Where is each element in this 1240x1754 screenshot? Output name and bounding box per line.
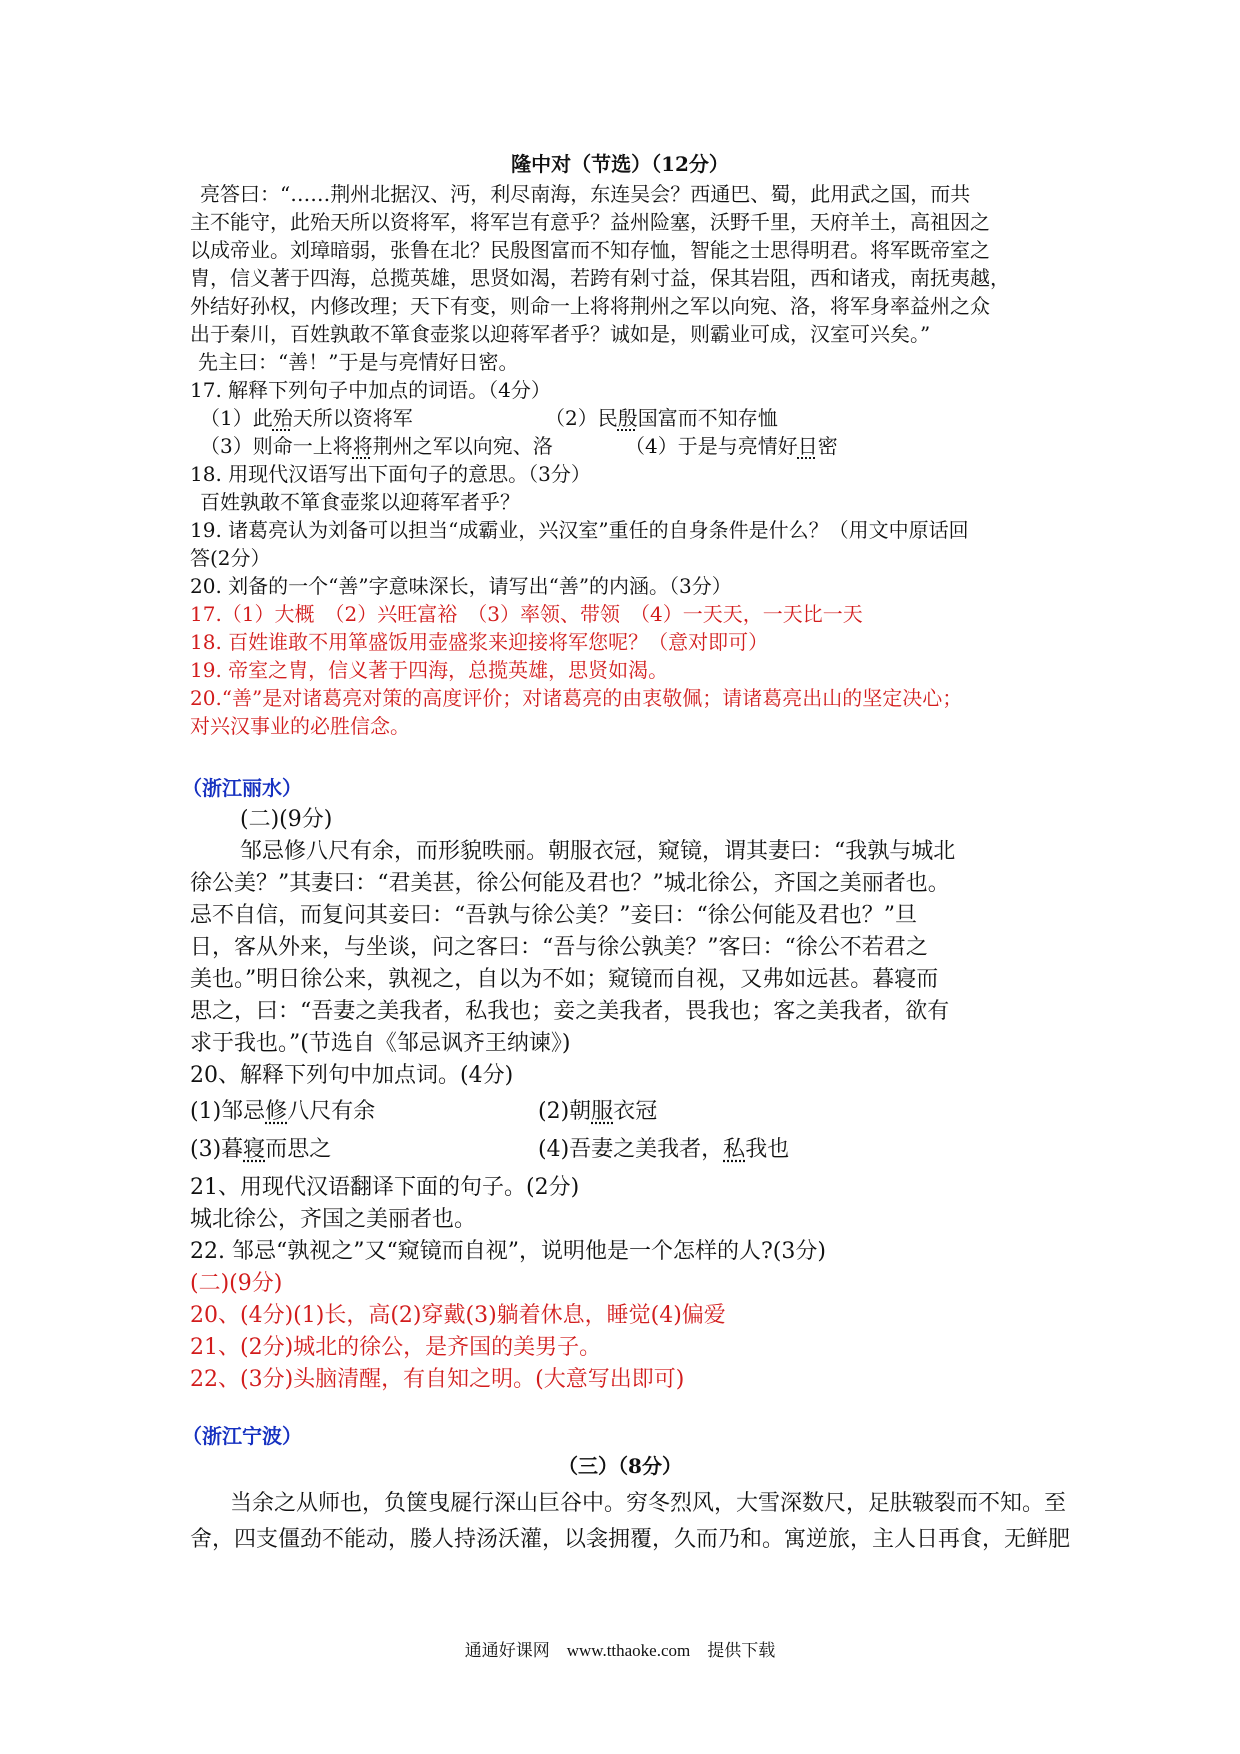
passage2-line-1: 邹忌修八尺有余，而形貌昳丽。朝服衣冠，窥镜，谓其妻曰：“我孰与城北 xyxy=(240,839,956,864)
answer-19: 19. 帝室之胄，信义著于四海，总揽英雄，思贤如渴。 xyxy=(190,658,669,682)
q20b-item-1: (1)邹忌修八尺有余 xyxy=(190,1099,376,1124)
answer-17: 17.（1）大概 （2）兴旺富裕 （3）率领、带领 （4）一天天，一天比一天 xyxy=(190,602,863,626)
dotted-word: 寝 xyxy=(243,1137,266,1162)
section1-title: 隆中对（节选）（12分） xyxy=(511,152,729,176)
answer-20-line-1: 20.“善”是对诸葛亮对策的高度评价；对诸葛亮的由衷敬佩；请诸葛亮出山的坚定决心； xyxy=(190,686,963,710)
passage2-line-4: 日，客从外来，与坐谈，问之客曰：“吾与徐公孰美？”客曰：“徐公不若君之 xyxy=(190,935,928,960)
question-17: 17. 解释下列句子中加点的词语。（4分） xyxy=(190,378,551,402)
dotted-word: 日 xyxy=(797,434,818,458)
q20b-item-3: (3)暮寝而思之 xyxy=(190,1137,332,1162)
dotted-word: 修 xyxy=(265,1099,288,1124)
region-label-lishui: （浙江丽水） xyxy=(182,776,302,800)
answer-18: 18. 百姓谁敢不用箪盛饭用壶盛浆来迎接将军您呢？（意对即可） xyxy=(190,630,769,654)
q20b-item-2: (2)朝服衣冠 xyxy=(538,1099,658,1124)
dotted-word: 殆 xyxy=(272,406,293,430)
answer-22: 22、(3分)头脑清醒，有自知之明。(大意写出即可) xyxy=(190,1367,685,1392)
passage1-line-3: 以成帝业。刘璋暗弱，张鲁在北？民殷图富而不知存恤，智能之士思得明君。将军既帝室之 xyxy=(190,238,990,262)
section3-heading: （三）（8分） xyxy=(558,1454,682,1478)
passage2-line-2: 徐公美？”其妻曰：“君美甚，徐公何能及君也？”城北徐公，齐国之美丽者也。 xyxy=(190,871,950,896)
q17-item-1: （1）此殆天所以资将军 xyxy=(200,406,413,430)
question-21: 21、用现代汉语翻译下面的句子。(2分) xyxy=(190,1175,580,1200)
passage2-line-5: 美也。”明日徐公来，孰视之，自以为不如；窥镜而自视，又弗如远甚。暮寝而 xyxy=(190,967,939,992)
passage1-line-1: 亮答曰：“……荆州北据汉、沔，利尽南海，东连吴会？西通巴、蜀，此用武之国，而共 xyxy=(200,182,971,206)
passage3-line-1: 当余之从师也，负箧曳屣行深山巨谷中。穷冬烈风，大雪深数尺，足肤皲裂而不知。至 xyxy=(230,1491,1067,1516)
q20b-item-4: (4)吾妻之美我者，私我也 xyxy=(538,1137,790,1162)
dotted-word: 私 xyxy=(723,1137,746,1162)
q18-sentence: 百姓孰敢不箪食壶浆以迎蒋军者乎？ xyxy=(200,490,520,514)
question-19-line-1: 19. 诸葛亮认为刘备可以担当“成霸业，兴汉室”重任的自身条件是什么？（用文中原话回 xyxy=(190,518,969,542)
dotted-word: 将 xyxy=(352,434,373,458)
passage1-line-7: 先主曰：“善！”于是与亮情好日密。 xyxy=(198,350,519,374)
passage2-line-3: 忌不自信，而复问其妾曰：“吾孰与徐公美？”妾曰：“徐公何能及君也？”旦 xyxy=(190,903,917,928)
passage2-line-7: 求于我也。”(节选自《邹忌讽齐王纳谏》) xyxy=(190,1031,571,1056)
dotted-word: 殷 xyxy=(617,406,638,430)
question-19-line-2: 答(2分） xyxy=(190,546,271,570)
passage1-line-4: 胄，信义著于四海，总揽英雄，思贤如渴，若跨有剁寸益，保其岩阻，西和诸戎，南抚夷越， xyxy=(190,266,1010,290)
passage2-line-6: 思之，曰：“吾妻之美我者，私我也；妾之美我者，畏我也；客之美我者，欲有 xyxy=(190,999,950,1024)
section2-heading: (二)(9分) xyxy=(240,807,333,832)
passage1-line-5: 外结好孙权，内修改理；天下有变，则命一上将将荆州之军以向宛、洛，将军身率益州之众 xyxy=(190,294,990,318)
passage1-line-2: 主不能守，此殆天所以资将军，将军岂有意乎？益州险塞，沃野千里，天府羊土，高祖因之 xyxy=(190,210,990,234)
q21-sentence: 城北徐公，齐国之美丽者也。 xyxy=(190,1207,477,1232)
q17-item-4: （4）于是与亮情好日密 xyxy=(625,434,838,458)
answer-21: 21、(2分)城北的徐公，是齐国的美男子。 xyxy=(190,1335,602,1360)
answer-heading-b: (二)(9分) xyxy=(190,1271,283,1296)
q17-item-2: （2）民殷国富而不知存恤 xyxy=(545,406,778,430)
footer-text: 通通好课网 www.tthaoke.com 提供下载 xyxy=(464,1641,776,1660)
question-20-b: 20、解释下列句中加点词。(4分) xyxy=(190,1063,514,1088)
question-18: 18. 用现代汉语写出下面句子的意思。（3分） xyxy=(190,462,591,486)
dotted-word: 服 xyxy=(591,1099,614,1124)
passage3-line-2: 舍，四支僵劲不能动，媵人持汤沃灌，以衾拥覆，久而乃和。寓逆旅，主人日再食，无鲜肥 xyxy=(190,1527,1071,1552)
question-22: 22. 邹忌“孰视之”又“窥镜而自视”，说明他是一个怎样的人?(3分) xyxy=(190,1239,826,1264)
region-label-ningbo: （浙江宁波） xyxy=(182,1424,302,1448)
question-20: 20. 刘备的一个“善”字意味深长，请写出“善”的内涵。（3分） xyxy=(190,574,732,598)
passage1-line-6: 出于秦川，百姓孰敢不箪食壶浆以迎蒋军者乎？诚如是，则霸业可成，汉室可兴矣。” xyxy=(190,322,931,346)
q17-item-3: （3）则命一上将将荆州之军以向宛、洛 xyxy=(200,434,553,458)
answer-20-b: 20、(4分)(1)长，高(2)穿戴(3)躺着休息，睡觉(4)偏爱 xyxy=(190,1303,726,1328)
answer-20-line-2: 对兴汉事业的必胜信念。 xyxy=(190,714,410,738)
